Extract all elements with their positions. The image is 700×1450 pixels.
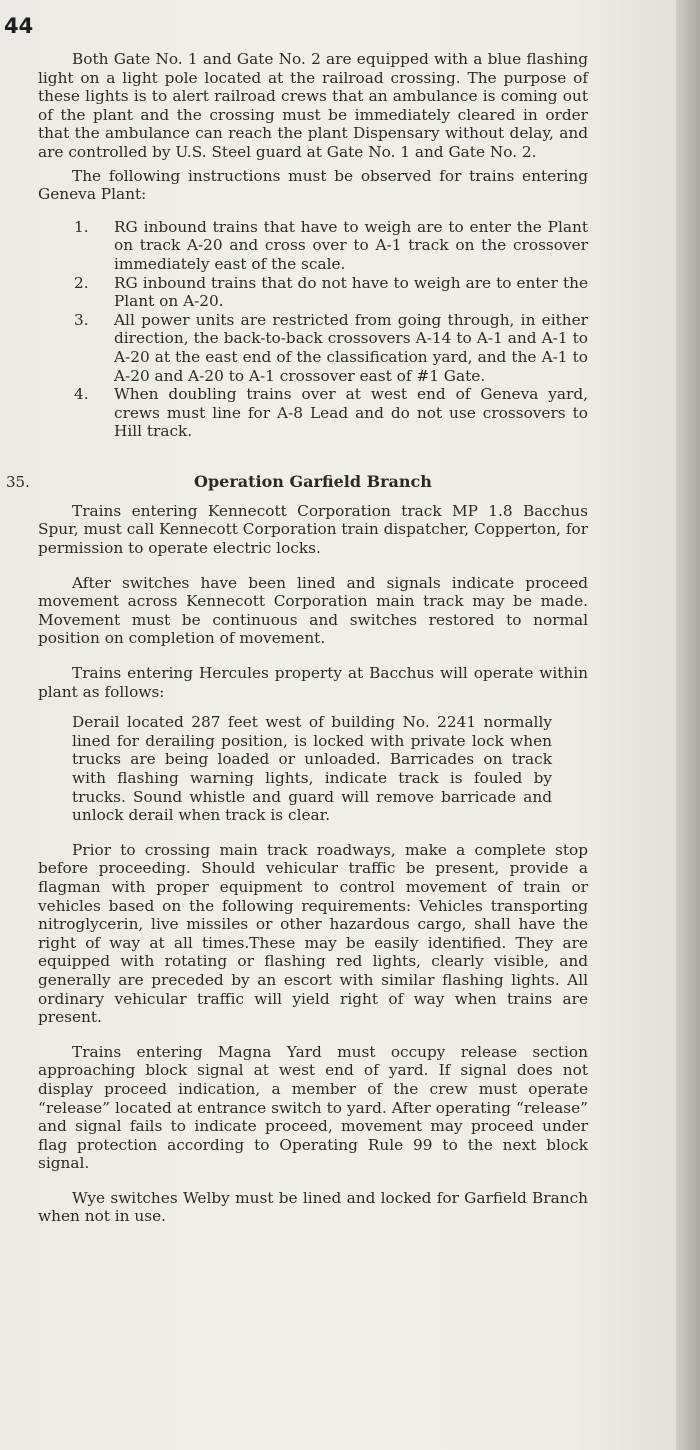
- list-item-text: When doubling trains over at west end of Geneva yard, crews must line for A-8 Lead and do not use crossovers to Hill track.: [114, 385, 588, 441]
- geneva-instructions-intro: The following instructions must be observed for trains entering Geneva Plant:: [38, 166, 588, 204]
- gate-lights-paragraph: Both Gate No. 1 and Gate No. 2 are equipped with a blue flashing light on a light pole located at the railroad crossing. The purpose of these lights is to alert railroad crews that an ambulance is coming out of the plant and the crossing must be immediately cleared in order that the ambulance can reach the plant Dispensary without delay, and are controlled by U.S. Steel guard at Gate No. 1 and Gate No. 2.: [38, 50, 588, 161]
- list-item: [38, 311, 588, 385]
- magna-yard-paragraph: Trains entering Magna Yard must occupy release section approaching block signal at west end of yard. If signal does not display proceed indication, a member of the crew must operate “release” located at entrance switch to yard. After operating “release” and signal fails to indicate proceed, movement may proceed under flag protection according to Operating Rule 99 to the next block signal.: [38, 1042, 588, 1173]
- geneva-instructions-list: [38, 218, 588, 441]
- list-item-number: 4.: [74, 385, 89, 404]
- list-item-number: 2.: [74, 273, 89, 292]
- list-item: [38, 218, 588, 274]
- derail-instructions-block: Derail located 287 feet west of building No. 2241 normally lined for derailing position, is locked with private lock when trucks are being loaded or unloaded. Barricades on track with flashing warning lights, indicate track is fouled by trucks. Sound whistle and guard will remove barricade and unlock derail when track is clear.: [72, 713, 552, 825]
- list-item: [38, 385, 588, 441]
- list-item-text: All power units are restricted from going through, in either direction, the back-to-back crossovers A-14 to A-1 and A-1 to A-20 at the east end of the classification yard, and the A-1 to A-20 and A-20 to A-1 crossover east of #1 Gate.: [114, 310, 588, 385]
- section-title: Operation Garfield Branch: [194, 471, 432, 491]
- list-item: [38, 274, 588, 311]
- section-number: 35.: [6, 472, 30, 491]
- list-item-text: RG inbound trains that do not have to weigh are to enter the Plant on A-20.: [114, 273, 588, 311]
- roadway-crossing-paragraph: Prior to crossing main track roadways, make a complete stop before proceeding. Should vehicular traffic be present, provide a flagman with proper equipment to control movement of train or vehicles based on the following requirements: Vehicles transporting nitroglycerin, live missiles or other hazardous cargo, shall have the right of way at all times.These may be easily identified. They are equipped with rotating or flashing red lights, clearly visible, and generally are preceded by an escort with similar flashing lights. All ordinary vehicular traffic will yield right of way when trains are present.: [38, 840, 588, 1027]
- wye-switches-paragraph: Wye switches Welby must be lined and locked for Garfield Branch when not in use.: [38, 1188, 588, 1226]
- switches-lined-paragraph: After switches have been lined and signals indicate proceed movement across Kennecott Corporation main track may be made. Movement must be continuous and switches restored to normal position on completion of movement.: [38, 573, 588, 648]
- book-spine-shadow: [676, 0, 700, 1450]
- page-number: 44: [4, 14, 34, 38]
- list-item-number: 1.: [74, 217, 89, 236]
- page-content: [6, 50, 589, 1226]
- kennecott-dispatcher-paragraph: Trains entering Kennecott Corporation track MP 1.8 Bacchus Spur, must call Kennecott Corporation train dispatcher, Copperton, for permission to operate electric locks.: [38, 501, 589, 558]
- section-heading: [6, 471, 588, 497]
- list-item-text: RG inbound trains that have to weigh are to enter the Plant on track A-20 and cross over to A-1 track on the crossover immediately east of the scale.: [114, 217, 588, 273]
- hercules-property-paragraph: Trains entering Hercules property at Bacchus will operate within plant as follows:: [38, 664, 588, 701]
- list-item-number: 3.: [74, 310, 89, 329]
